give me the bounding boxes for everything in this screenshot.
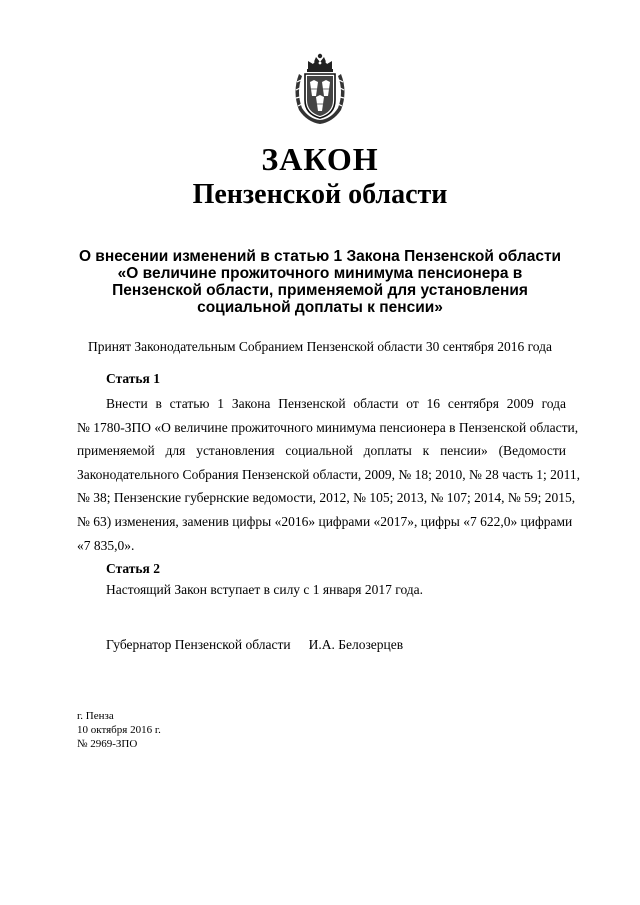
subject-line: Пензенской области, применяемой для установления — [112, 282, 528, 299]
subject-line: О внесении изменений в статью 1 Закона Пензенской области — [78, 248, 562, 265]
article-1-line: № 1780-ЗПО «О величине прожиточного минимума пенсионера в Пензенской области, — [77, 419, 579, 435]
article-1-line: применяемой для установления социальной доплаты к пенсии» (Ведомости — [77, 443, 566, 459]
law-subject — [70, 248, 570, 316]
article-1-line: Законодательного Собрания Пензенской области, 2009, № 18; 2010, № 28 часть 1; 2011, — [77, 466, 581, 482]
article-1-text — [77, 392, 581, 557]
article-2-heading: Статья 2 — [106, 561, 160, 576]
document-title: ЗАКОН — [261, 141, 379, 177]
signature-block — [106, 636, 403, 654]
article-1-line: № 38; Пензенские губернские ведомости, 2012, № 105; 2013, № 107; 2014, № 59; 2015, — [77, 490, 576, 506]
article-1-line: «7 835,0». — [77, 537, 135, 553]
subject-line: «О величине прожиточного минимума пенсионера в — [117, 265, 523, 282]
adoption-note: Принят Законодательным Собранием Пензенской области 30 сентября 2016 года — [87, 339, 553, 354]
footer-city: г. Пенза — [77, 710, 114, 722]
article-1-line: Внести в статью 1 Закона Пензенской области от 16 сентября 2009 года — [106, 396, 566, 411]
region-title: Пензенской области — [192, 179, 448, 210]
article-1-line: № 63) изменения, заменив цифры «2016» цифрами «2017», цифры «7 622,0» цифрами — [77, 513, 573, 529]
article-2-text: Настоящий Закон вступает в силу с 1 января 2017 года. — [106, 582, 424, 597]
subject-line: социальной доплаты к пенсии» — [197, 299, 443, 316]
footer-number: № 2969-ЗПО — [77, 738, 138, 750]
signatory-name: И.А. Белозерцев — [308, 637, 404, 652]
footer-date: 10 октября 2016 г. — [77, 724, 161, 736]
document-footer — [77, 709, 161, 751]
penza-coat-of-arms-icon — [289, 52, 351, 126]
article-1-heading: Статья 1 — [106, 371, 160, 386]
signatory-position: Губернатор Пензенской области — [106, 637, 291, 652]
